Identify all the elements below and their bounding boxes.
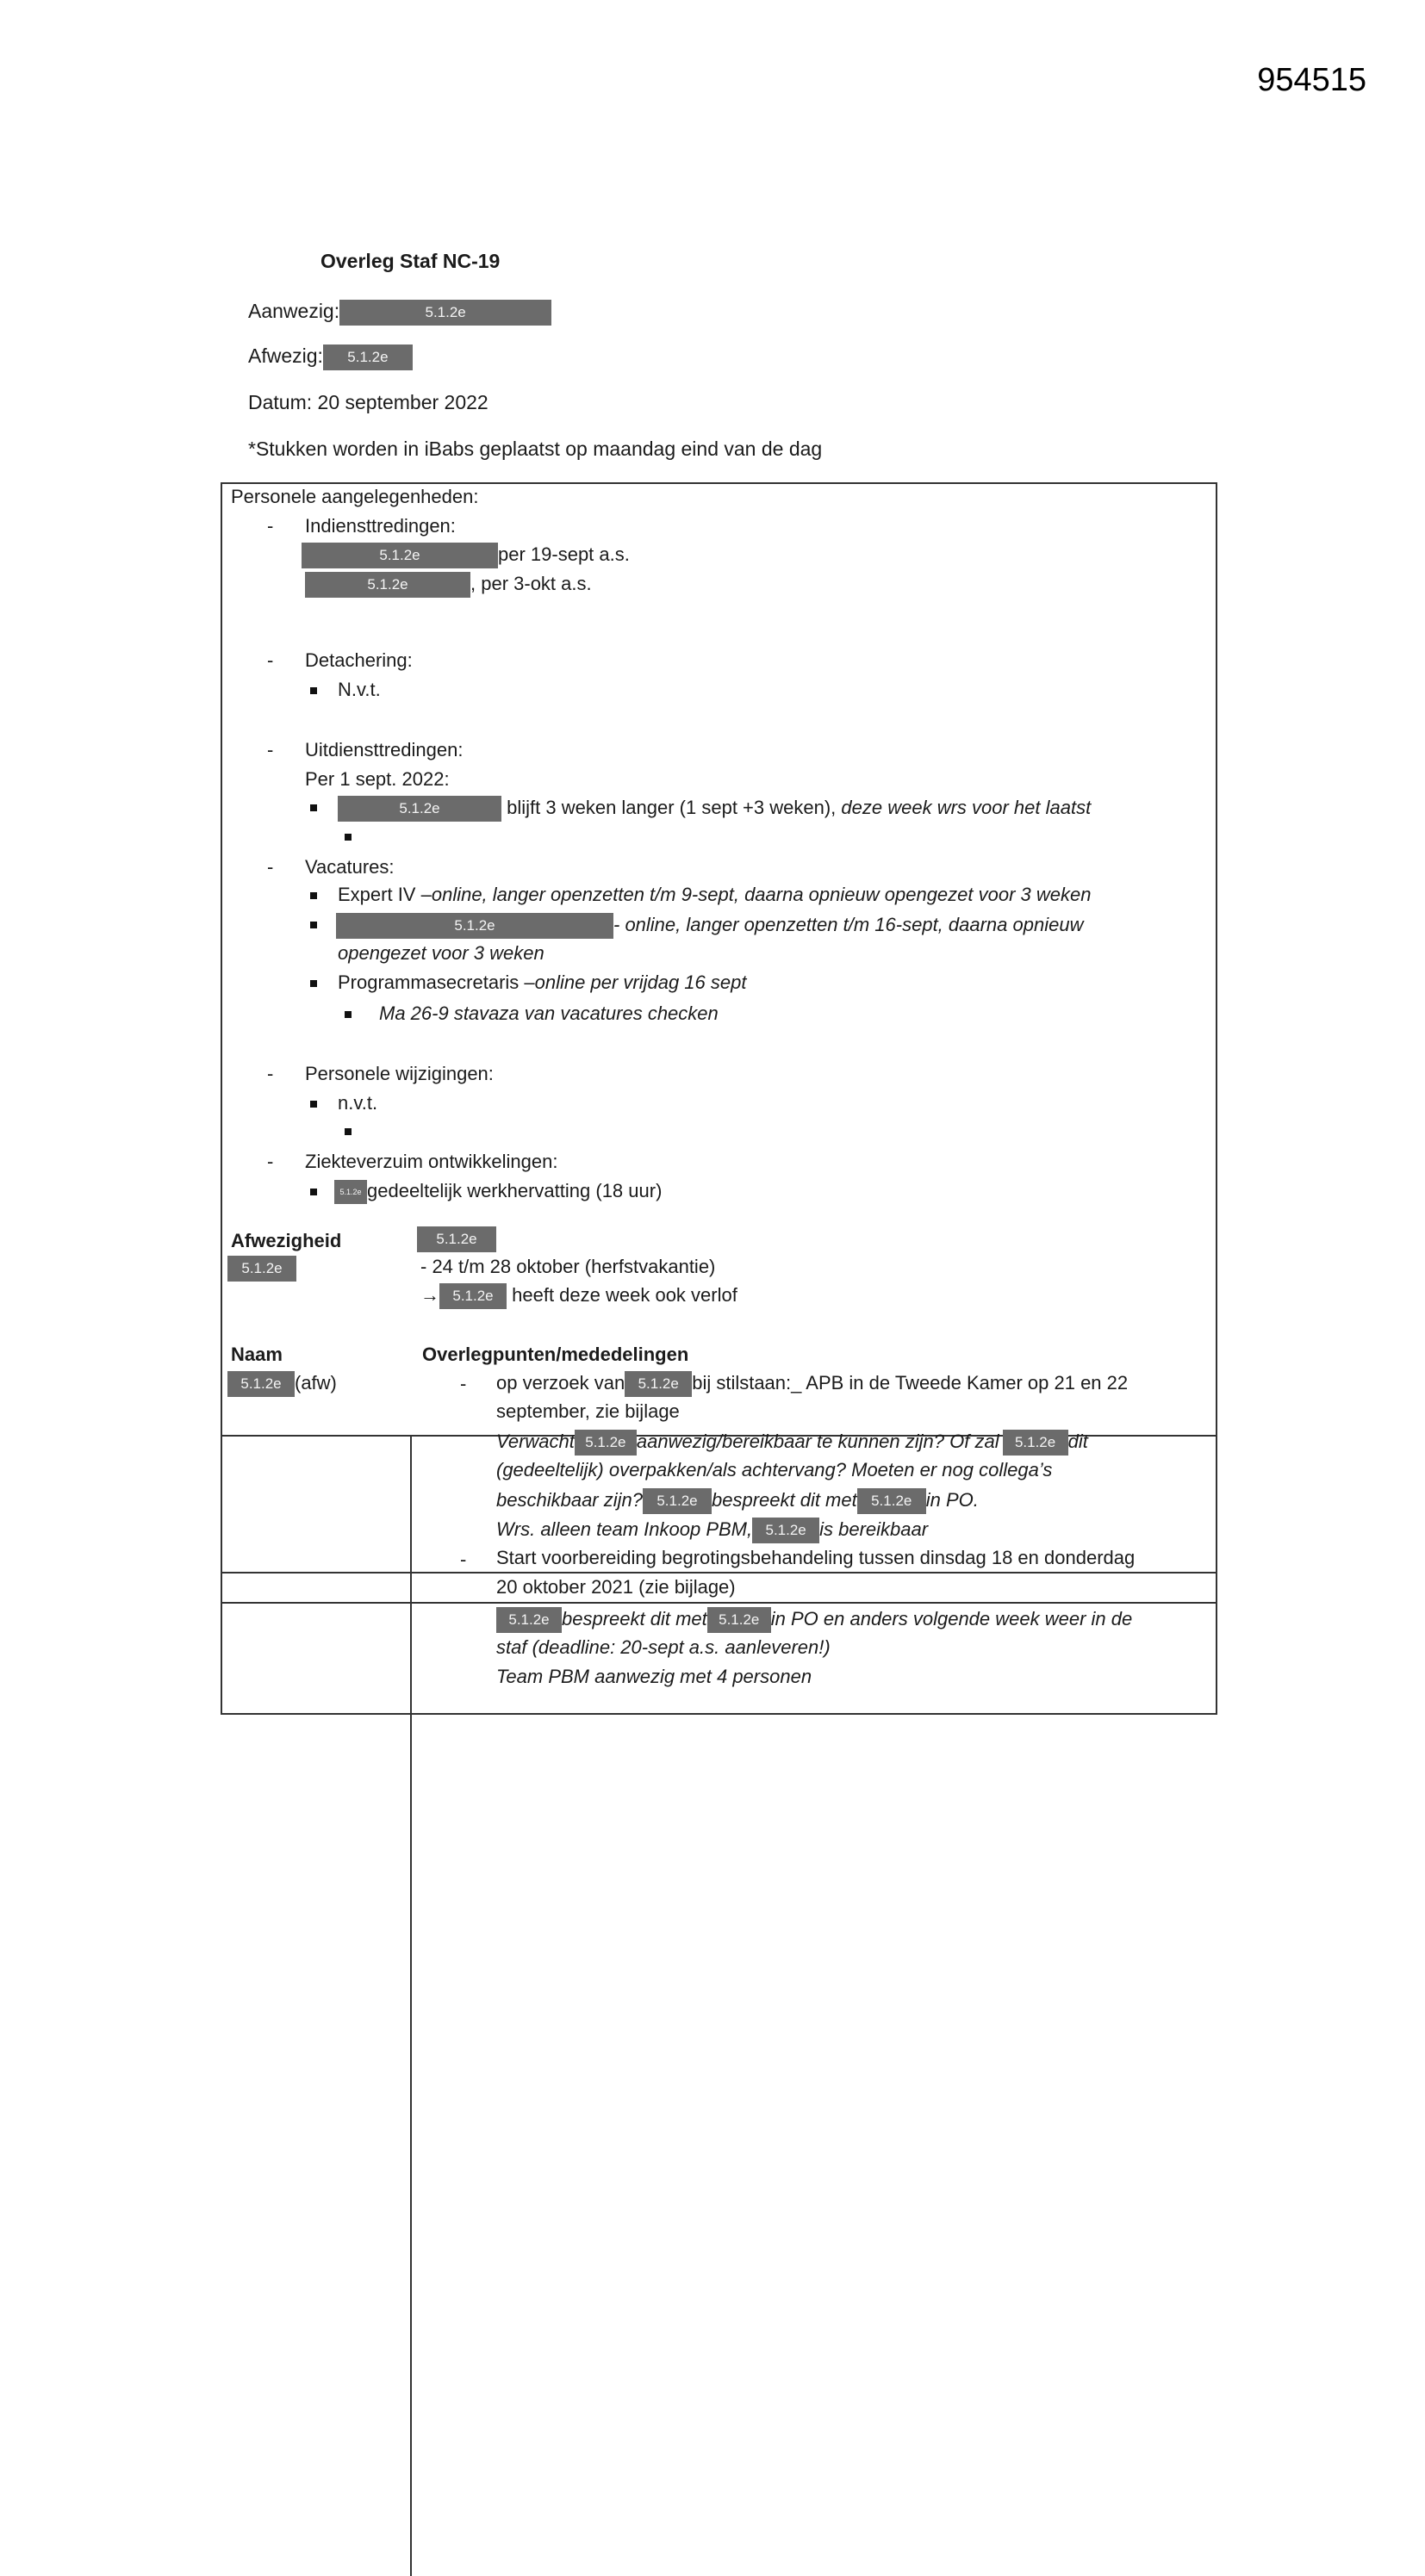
- uitdienst-item: 5.1.2e blijft 3 weken langer (1 sept +3 weken), deze week wrs voor het laatst: [338, 796, 1091, 822]
- vacatures-label: Vacatures:: [305, 856, 395, 878]
- arrow-icon: →: [420, 1283, 439, 1306]
- redaction: 5.1.2e: [417, 1226, 496, 1252]
- list-dash: -: [267, 1151, 274, 1172]
- punt2-line: Team PBM aanwezig met 4 personen: [496, 1666, 812, 1687]
- redaction: 5.1.2e: [334, 1180, 367, 1204]
- bullet: [345, 1128, 352, 1135]
- afwezig-label: Afwezig:: [248, 345, 323, 368]
- vacature-item: Expert IV –online, langer openzetten t/m 9-sept, daarna opnieuw opengezet voor 3 weken: [338, 884, 1092, 905]
- col-header-punten: Overlegpunten/mededelingen: [422, 1344, 689, 1365]
- vacature-subitem: Ma 26-9 stavaza van vacatures checken: [379, 1002, 719, 1024]
- list-dash: -: [267, 515, 274, 537]
- document-number: 954515: [1257, 62, 1366, 98]
- personeel-heading: Personele aangelegenheden:: [231, 486, 479, 507]
- table-rule: [222, 1602, 1216, 1604]
- redaction: 5.1.2e: [302, 543, 498, 568]
- indienst-item: 5.1.2e per 19-sept a.s.: [302, 543, 630, 568]
- meeting-title: Overleg Staf NC-19: [320, 250, 501, 272]
- bullet: [310, 980, 317, 987]
- bullet: [310, 892, 317, 899]
- redaction: 5.1.2e: [575, 1430, 637, 1456]
- uitdienst-sub: Per 1 sept. 2022:: [305, 768, 450, 790]
- list-dash: -: [267, 649, 274, 671]
- punt2-line: 5.1.2e bespreekt dit met 5.1.2e in PO en anders volgende week weer in de: [496, 1607, 1132, 1633]
- afwezig-line: [248, 345, 413, 370]
- indienst-item: 5.1.2e , per 3-okt a.s.: [305, 572, 592, 598]
- wijzigingen-item: n.v.t.: [338, 1092, 378, 1114]
- detachering-label: Detachering:: [305, 649, 413, 671]
- ziekte-item: 5.1.2e gedeeltelijk werkhervatting (18 uur): [334, 1180, 662, 1204]
- bullet: [310, 1189, 317, 1195]
- redaction: 5.1.2e: [857, 1488, 926, 1514]
- list-dash: -: [267, 739, 274, 760]
- wijzigingen-label: Personele wijzigingen:: [305, 1063, 494, 1084]
- punt1-line: september, zie bijlage: [496, 1400, 680, 1422]
- aanwezig-line: [248, 300, 551, 326]
- afwezigheid-person: [417, 1226, 496, 1252]
- col-header-naam: Naam: [231, 1344, 283, 1365]
- list-dash: -: [267, 1063, 274, 1084]
- datum-line: Datum: 20 september 2022: [248, 391, 488, 413]
- list-dash: -: [267, 856, 274, 878]
- redaction: 5.1.2e: [1003, 1430, 1068, 1456]
- punt1-line: Wrs. alleen team Inkoop PBM, 5.1.2e is bereikbaar: [496, 1518, 928, 1543]
- afwezigheid-line1: - 24 t/m 28 oktober (herfstvakantie): [420, 1256, 716, 1277]
- redaction: 5.1.2e: [336, 913, 613, 939]
- afwezigheid-name: [227, 1256, 296, 1282]
- redaction: 5.1.2e: [339, 300, 551, 326]
- stukken-note: *Stukken worden in iBabs geplaatst op maandag eind van de dag: [248, 438, 823, 460]
- redaction: 5.1.2e: [643, 1488, 712, 1514]
- bullet: [310, 804, 317, 811]
- bullet: [310, 1101, 317, 1108]
- punt2-line: staf (deadline: 20-sept a.s. aanleveren!): [496, 1636, 831, 1658]
- ziekte-label: Ziekteverzuim ontwikkelingen:: [305, 1151, 558, 1172]
- redaction: 5.1.2e: [707, 1607, 771, 1633]
- vacature-item-cont: opengezet voor 3 weken: [338, 942, 544, 964]
- punt2-line: 20 oktober 2021 (zie bijlage): [496, 1576, 736, 1598]
- redaction: 5.1.2e: [305, 572, 470, 598]
- detachering-item: N.v.t.: [338, 679, 381, 700]
- bullet: [310, 922, 317, 928]
- uitdienst-label: Uitdiensttredingen:: [305, 739, 464, 760]
- punt1-line: beschikbaar zijn? 5.1.2e bespreekt dit met 5.1.2e in PO.: [496, 1488, 979, 1514]
- redaction: 5.1.2e: [752, 1518, 819, 1543]
- bullet: [345, 834, 352, 841]
- punt1-line: Verwacht 5.1.2e aanwezig/bereikbaar te kunnen zijn? Of zal 5.1.2e dit: [496, 1430, 1088, 1456]
- bullet: [345, 1011, 352, 1018]
- vacature-item: Programmasecretaris –online per vrijdag 16 sept: [338, 971, 747, 993]
- indienst-label: Indiensttredingen:: [305, 515, 456, 537]
- table-column-rule: [410, 1435, 412, 2576]
- redaction: 5.1.2e: [496, 1607, 562, 1633]
- row-naam: 5.1.2e (afw): [227, 1371, 337, 1397]
- redaction: 5.1.2e: [625, 1371, 692, 1397]
- punt1-line: op verzoek van 5.1.2e bij stilstaan:_ APB in de Tweede Kamer op 21 en 22: [496, 1371, 1128, 1397]
- redaction: 5.1.2e: [227, 1371, 295, 1397]
- table-rule: [222, 1572, 1216, 1574]
- punt1-line: (gedeeltelijk) overpakken/als achtervang? Moeten er nog collega’s: [496, 1459, 1053, 1480]
- aanwezig-label: Aanwezig:: [248, 300, 340, 323]
- list-dash: -: [460, 1373, 467, 1394]
- vacature-item: 5.1.2e - online, langer openzetten t/m 16-sept, daarna opnieuw: [336, 913, 1083, 939]
- afwezigheid-label: Afwezigheid: [231, 1230, 342, 1251]
- afwezigheid-line2: → 5.1.2e heeft deze week ook verlof: [420, 1283, 737, 1309]
- redaction: 5.1.2e: [439, 1283, 507, 1309]
- redaction: 5.1.2e: [227, 1256, 296, 1282]
- punt2-line: Start voorbereiding begrotingsbehandeling tussen dinsdag 18 en donderdag: [496, 1547, 1136, 1568]
- redaction: 5.1.2e: [323, 345, 413, 370]
- bullet: [310, 687, 317, 694]
- redaction: 5.1.2e: [338, 796, 501, 822]
- list-dash: -: [460, 1549, 467, 1570]
